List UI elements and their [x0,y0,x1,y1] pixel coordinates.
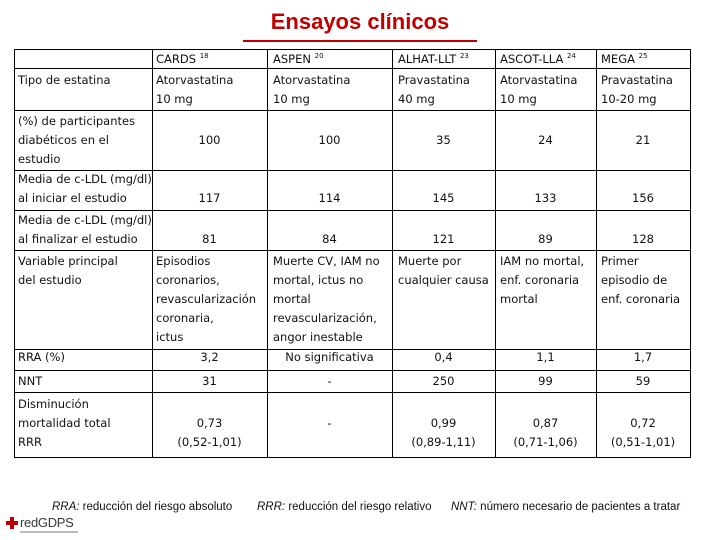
table-col-rule [14,49,15,458]
footnote-rra: RRA: reducción del riesgo absoluto [52,501,233,513]
table-rule [14,370,690,371]
cell-statin-aspen: Atorvastatina 10 mg [273,73,351,106]
footnote-rrr: RRR: reducción del riesgo relativo [257,501,432,513]
cell-statin-ascot: Atorvastatina 10 mg [500,73,578,106]
cell-diabetics-alhat: 35 [436,133,451,147]
footnote-rra-abbr: RRA: [52,501,80,513]
col-header-alhat: ALHAT-LLT $^{23}$ [398,52,469,66]
cell-diabetics-mega: 21 [635,133,651,147]
col-header-aspen: ASPEN $^{20}$ [273,52,324,66]
table-col-rule [596,49,597,458]
cell-rra-aspen: No significativa [285,350,374,364]
cell-rrr-aspen: - [327,416,332,430]
cell-ldl-start-alhat: 145 [432,191,455,205]
cell-ldl-end-mega: 128 [632,232,654,246]
cell-ldl-end-cards: 81 [202,232,217,246]
cell-ldl-end-ascot: 89 [538,232,553,246]
cell-rra-alhat: 0,4 [434,350,453,364]
cell-endpoint-mega: Primer episodio de enf. coronaria [601,254,681,306]
cell-ldl-start-ascot: 133 [534,191,557,205]
table-rule-top [14,49,690,50]
logo-mark-icon [6,517,18,529]
cell-statin-cards: Atorvastatina 10 mg [156,73,234,106]
table-rule [14,110,690,111]
footnote-nnt-abbr: NNT: [451,501,477,513]
row-label-endpoint: Variable principal del estudio [18,254,118,287]
cell-endpoint-ascot: IAM no mortal, enf. coronaria mortal [500,254,585,306]
table-col-rule [392,49,393,458]
cell-rrr-mega: 0,72 (0,51-1,01) [610,416,676,449]
footnote-rrr-abbr: RRR: [257,501,286,513]
table-col-rule [690,49,691,458]
row-label-nnt: NNT [18,374,43,388]
cell-diabetics-aspen: 100 [318,133,341,147]
table-rule [14,250,690,251]
col-header-cards: CARDS $^{18}$ [156,52,209,66]
cell-ldl-start-aspen: 114 [318,191,341,205]
table-col-rule [267,49,268,458]
table-rule-bottom [14,457,690,458]
cell-endpoint-alhat: Muerte por cualquier causa [398,254,489,287]
cell-ldl-start-mega: 156 [632,191,654,205]
cell-nnt-alhat: 250 [432,374,455,388]
logo-text: redGDPS [20,515,74,530]
cell-rrr-alhat: 0,99 (0,89-1,11) [411,416,476,449]
row-label-ldl-end: Media de c-LDL (mg/dl) al finalizar el estudio [18,213,152,246]
col-header-mega: MEGA $^{25}$ [601,52,648,66]
table-col-rule [495,49,496,458]
cell-diabetics-ascot: 24 [538,133,553,147]
cell-ldl-end-aspen: 84 [322,232,337,246]
row-label-rra: RRA (%) [18,350,65,364]
cell-nnt-ascot: 99 [538,374,553,388]
row-label-rrr: Disminución mortalidad total RRR [18,397,111,449]
cell-statin-mega: Pravastatina 10-20 mg [601,73,673,106]
col-header-ascot: ASCOT-LLA $^{24}$ [500,52,576,66]
cell-endpoint-aspen: Muerte CV, IAM no mortal, ictus no mortal revascularización, angor inestable [273,254,380,344]
cell-rra-ascot: 1,1 [536,350,555,364]
cell-ldl-end-alhat: 121 [432,232,455,246]
cell-rra-cards: 3,2 [200,350,219,364]
cell-rrr-ascot: 0,87 (0,71-1,06) [513,416,578,449]
cell-nnt-mega: 59 [635,374,651,388]
cell-statin-alhat: Pravastatina 40 mg [398,73,470,106]
row-label-statin: Tipo de estatina [18,73,111,87]
row-label-diabetics: (%) de participantes diabéticos en el estudio [18,114,136,166]
table-rule [14,392,690,393]
logo-underline [20,531,78,533]
row-label-ldl-start: Media de c-LDL (mg/dl) al iniciar el estudio [18,172,152,205]
cell-rrr-cards: 0,73 (0,52-1,01) [177,416,242,449]
cell-rra-mega: 1,7 [633,350,653,364]
footnote-nnt: NNT: número necesario de pacientes a tratar [451,501,681,513]
cell-endpoint-cards: Episodios coronarios, revascularización coronaria, ictus [156,254,257,344]
redgdps-logo [6,515,86,539]
table-col-rule [152,49,153,458]
cell-ldl-start-cards: 117 [198,191,221,205]
cell-nnt-cards: 31 [202,374,217,388]
cell-nnt-aspen: - [327,374,332,388]
table-rule [14,68,690,69]
cell-diabetics-cards: 100 [198,133,221,147]
page-title: Ensayos clínicos [270,9,450,34]
